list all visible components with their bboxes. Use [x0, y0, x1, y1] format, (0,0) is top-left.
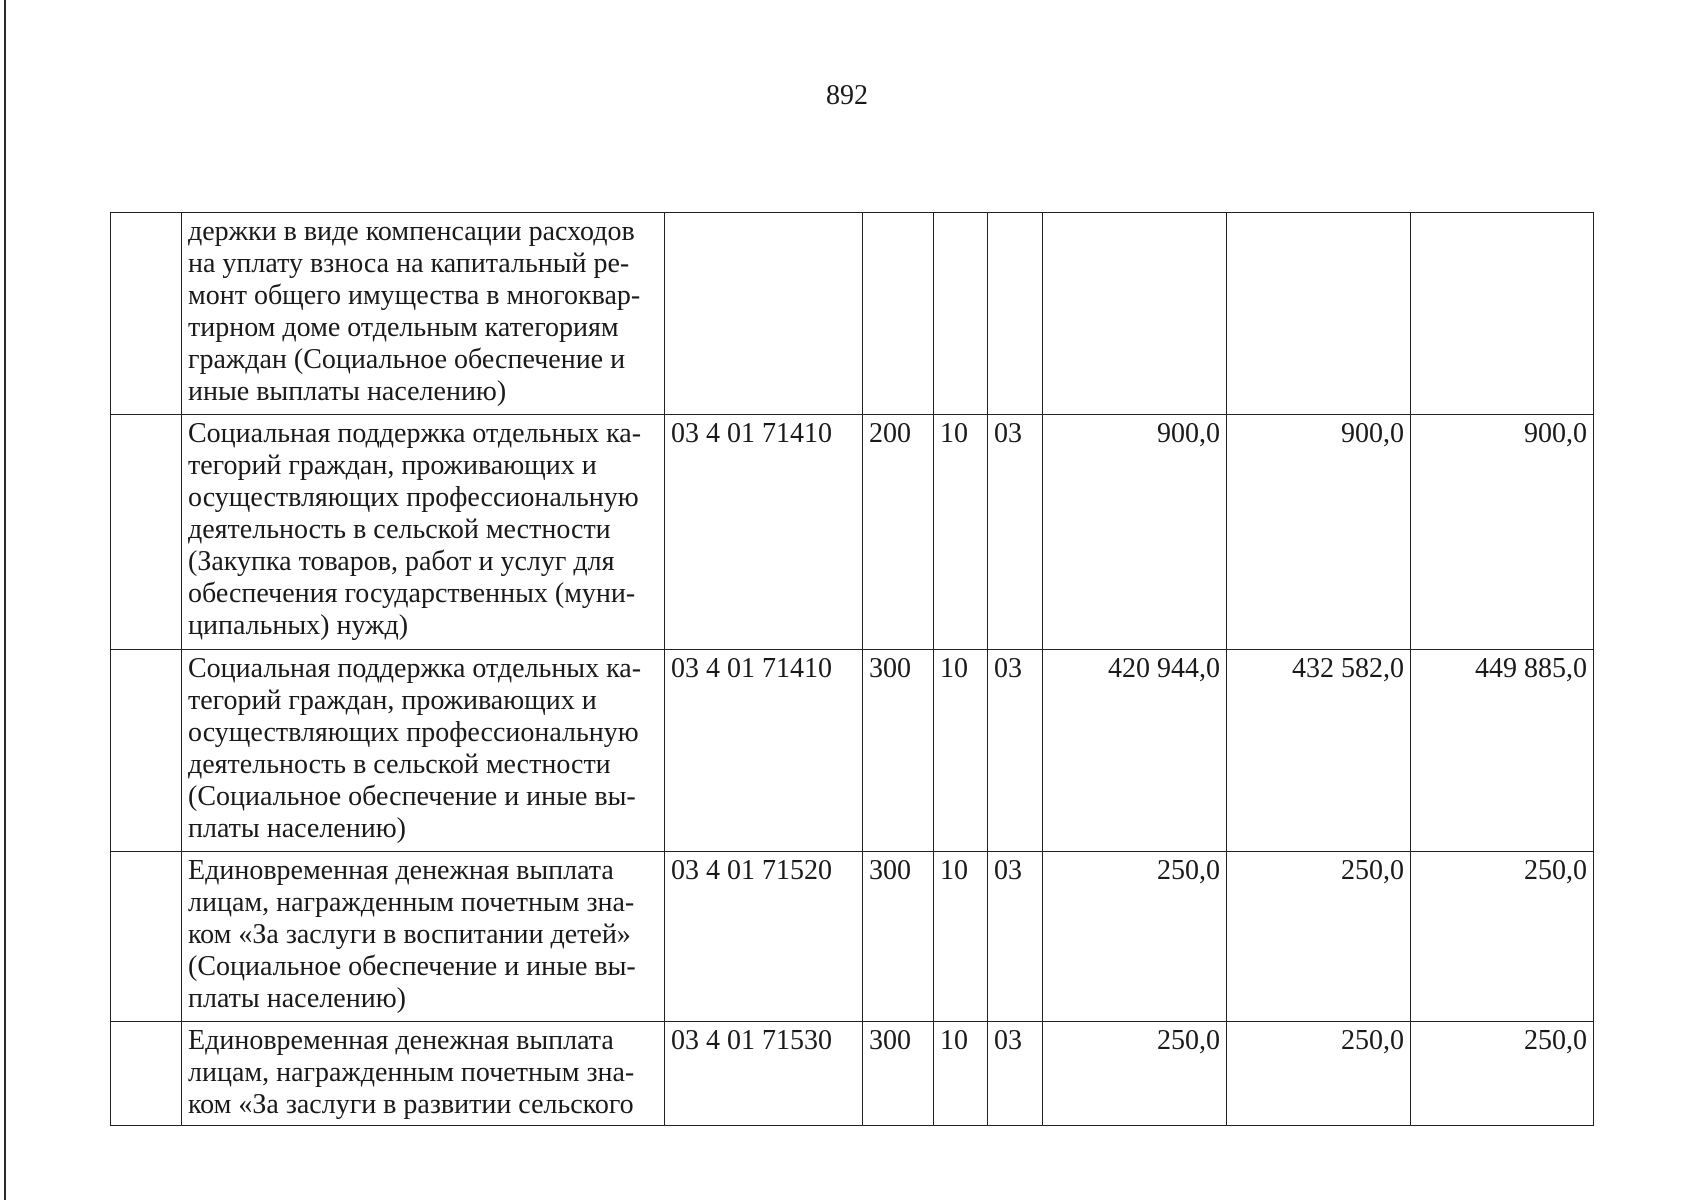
row-pr-cell: 03 [988, 650, 1043, 852]
row-amount-year3: 250,0 [1411, 1022, 1594, 1126]
row-vr-cell: 300 [863, 650, 934, 852]
row-amount-year1: 420 944,0 [1043, 650, 1227, 852]
name-line: платы населению) [188, 983, 406, 1014]
row-code-cell: 03 4 01 71530 [665, 1022, 863, 1126]
name-line: Социальная поддержка отдельных ка- [188, 418, 642, 449]
row-amount-year3: 250,0 [1411, 852, 1594, 1022]
name-line: ципальных) нужд) [188, 610, 409, 641]
name-line: Социальная поддержка отдельных ка- [188, 653, 642, 684]
row-code-cell: 03 4 01 71520 [665, 852, 863, 1022]
row-number-cell [111, 415, 182, 650]
row-amount-year1: 900,0 [1043, 415, 1227, 650]
budget-table [110, 212, 1594, 1126]
row-name-cell [182, 650, 665, 852]
row-pr-cell: 03 [988, 1022, 1043, 1126]
row-pr-cell: 03 [988, 415, 1043, 650]
name-line: Единовременная денежная выплата [188, 855, 614, 886]
row-amount-year2: 432 582,0 [1227, 650, 1411, 852]
row-name-cell [182, 213, 665, 415]
row-number-cell [111, 213, 182, 415]
table-row [111, 213, 1594, 415]
row-rz-cell: 10 [934, 1022, 988, 1126]
name-line: деятельность в сельской местности [188, 514, 611, 545]
name-line: обеспечения государственных (муни- [188, 578, 636, 609]
row-amount-year1: 250,0 [1043, 1022, 1227, 1126]
name-line: лицам, награжденным почетным зна- [188, 887, 635, 918]
row-amount-year3: 900,0 [1411, 415, 1594, 650]
table-row [111, 650, 1594, 852]
row-rz-cell: 10 [934, 650, 988, 852]
row-amount-year3: 449 885,0 [1411, 650, 1594, 852]
name-line: монт общего имущества в многоквар- [188, 280, 641, 311]
row-amount-year2: 250,0 [1227, 1022, 1411, 1126]
row-vr-cell: 200 [863, 415, 934, 650]
name-line: платы населению) [188, 813, 406, 844]
name-line: иные выплаты населению) [188, 376, 507, 407]
row-rz-cell [934, 213, 988, 415]
name-line: на уплату взноса на капитальный ре- [188, 248, 630, 279]
name-line: тегорий граждан, проживающих и [188, 685, 597, 716]
name-line: ком «За заслуги в воспитании детей» [188, 919, 631, 950]
left-scan-edge [4, 0, 6, 1200]
row-code-cell: 03 4 01 71410 [665, 650, 863, 852]
table-row [111, 1022, 1594, 1126]
name-line: осуществляющих профессиональную [188, 482, 639, 513]
name-line: Единовременная денежная выплата [188, 1025, 614, 1056]
row-rz-cell: 10 [934, 415, 988, 650]
name-line: тегорий граждан, проживающих и [188, 450, 597, 481]
name-line: держки в виде компенсации расходов [188, 216, 635, 247]
table-row [111, 852, 1594, 1022]
name-line: (Закупка товаров, работ и услуг для [188, 546, 615, 577]
name-line: граждан (Социальное обеспечение и [188, 344, 626, 375]
row-pr-cell: 03 [988, 852, 1043, 1022]
name-line: деятельность в сельской местности [188, 749, 611, 780]
name-line: осуществляющих профессиональную [188, 717, 639, 748]
row-amount-year3 [1411, 213, 1594, 415]
row-amount-year2: 900,0 [1227, 415, 1411, 650]
row-vr-cell [863, 213, 934, 415]
row-amount-year2: 250,0 [1227, 852, 1411, 1022]
row-amount-year2 [1227, 213, 1411, 415]
row-name-cell [182, 415, 665, 650]
name-line: (Социальное обеспечение и иные вы- [188, 781, 636, 812]
name-line: (Социальное обеспечение и иные вы- [188, 951, 636, 982]
row-name-cell [182, 1022, 665, 1126]
row-amount-year1 [1043, 213, 1227, 415]
page-number: 892 [826, 80, 868, 111]
row-rz-cell: 10 [934, 852, 988, 1022]
name-line: ком «За заслуги в развитии сельского [188, 1089, 634, 1120]
row-amount-year1: 250,0 [1043, 852, 1227, 1022]
table-row [111, 415, 1594, 650]
row-name-cell [182, 852, 665, 1022]
row-code-cell: 03 4 01 71410 [665, 415, 863, 650]
name-line: тирном доме отдельным категориям [188, 312, 619, 343]
name-line: лицам, награжденным почетным зна- [188, 1057, 635, 1088]
row-vr-cell: 300 [863, 852, 934, 1022]
row-pr-cell [988, 213, 1043, 415]
row-vr-cell: 300 [863, 1022, 934, 1126]
row-number-cell [111, 1022, 182, 1126]
row-number-cell [111, 650, 182, 852]
row-number-cell [111, 852, 182, 1022]
row-code-cell [665, 213, 863, 415]
